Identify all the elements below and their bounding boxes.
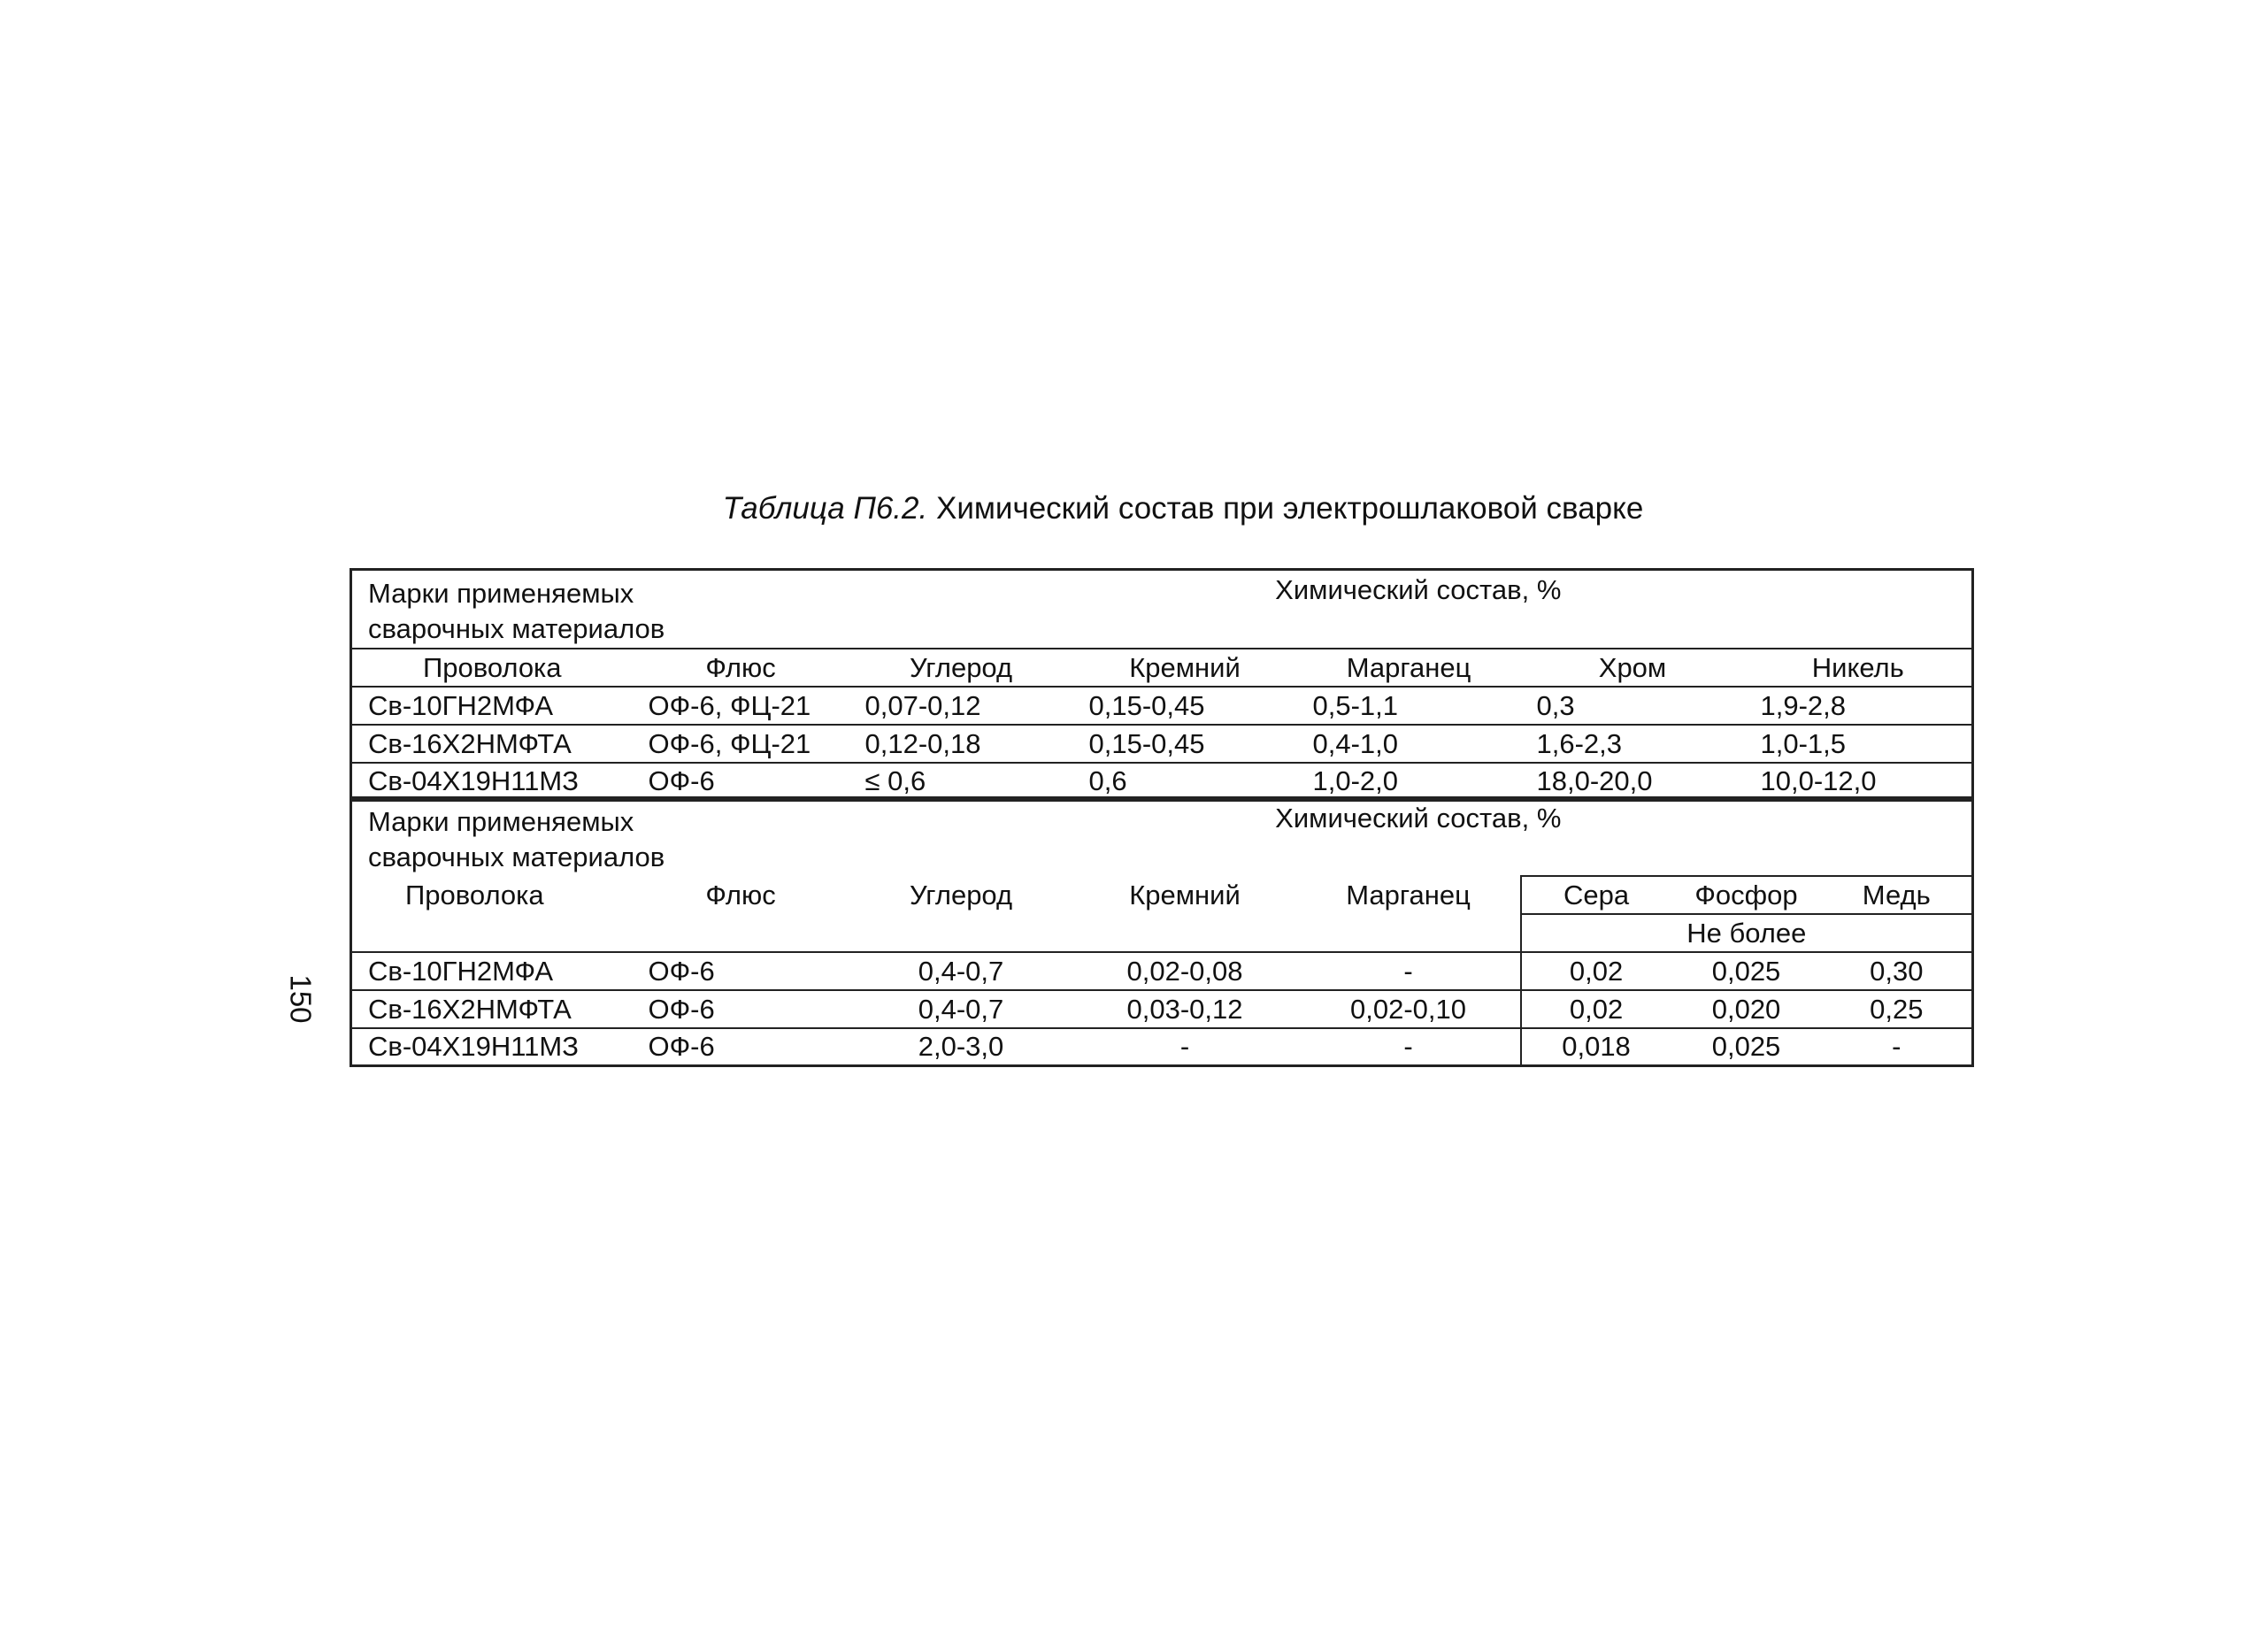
carbon-cell: 0,4-0,7 [849, 952, 1073, 990]
column-header-flux: Флюс [633, 649, 849, 687]
wire-cell: Св-16Х2НМФТА [351, 990, 633, 1028]
sulfur-cell: 0,018 [1521, 1028, 1671, 1066]
table-row [351, 952, 1973, 990]
chromium-cell: 1,6-2,3 [1521, 725, 1745, 763]
flux-cell: ОФ-6, ФЦ-21 [633, 725, 849, 763]
wire-cell: Св-16Х2НМФТА [351, 725, 633, 763]
manganese-cell: - [1403, 1031, 1413, 1063]
silicon-cell: 0,02-0,08 [1073, 952, 1297, 990]
column-header-manganese: Марганец [1297, 876, 1521, 952]
chromium-cell: 18,0-20,0 [1536, 765, 1653, 797]
carbon-cell: ≤ 0,6 [864, 765, 926, 797]
carbon-cell: 2,0-3,0 [918, 1031, 1004, 1063]
manganese-cell: - [1297, 952, 1521, 990]
caption-text: Химический состав при электрошлаковой сварке [935, 491, 1644, 526]
column-header-manganese: Марганец [1297, 649, 1521, 687]
column-header-carbon: Углерод [849, 649, 1073, 687]
wire-cell: Св-04Х19Н11МЗ [368, 765, 579, 797]
column-header-flux: Флюс [633, 876, 849, 952]
column-header-chromium: Хром [1521, 649, 1745, 687]
caption-label: Таблица П6.2. [722, 491, 928, 526]
flux-cell: ОФ-6 [633, 952, 849, 990]
materials-group-header: Марки применяемых сварочных материалов [368, 806, 665, 873]
wire-cell: Св-10ГН2МФА [351, 687, 633, 725]
silicon-cell: 0,15-0,45 [1073, 687, 1297, 725]
sulfur-cell: 0,02 [1521, 990, 1671, 1028]
table-caption [0, 491, 2251, 526]
copper-cell: 0,30 [1822, 952, 1973, 990]
copper-cell: 0,25 [1822, 990, 1973, 1028]
flux-cell: ОФ-6 [633, 990, 849, 1028]
column-header-wire: Проволока [351, 649, 633, 687]
silicon-cell: - [1179, 1031, 1190, 1063]
manganese-cell: 0,5-1,1 [1297, 687, 1521, 725]
materials-group-header: Марки применяемых сварочных материалов [351, 570, 849, 649]
composition-group-header: Химический состав, % [849, 570, 1973, 649]
manganese-cell: 1,0-2,0 [1312, 765, 1399, 797]
silicon-cell: 0,15-0,45 [1073, 725, 1297, 763]
carbon-cell: 0,4-0,7 [849, 990, 1073, 1028]
flux-cell: ОФ-6 [648, 1031, 715, 1063]
nickel-cell: 10,0-12,0 [1760, 765, 1877, 797]
silicon-cell: 0,03-0,12 [1073, 990, 1297, 1028]
table-row [351, 990, 1973, 1028]
sulfur-cell: 0,02 [1521, 952, 1671, 990]
chemical-composition-table-bottom [350, 796, 1974, 1067]
column-header-nickel: Никель [1745, 649, 1973, 687]
nickel-cell: 1,9-2,8 [1745, 687, 1973, 725]
chemical-composition-table-top [350, 568, 1974, 802]
manganese-cell: 0,02-0,10 [1297, 990, 1521, 1028]
flux-cell: ОФ-6, ФЦ-21 [633, 687, 849, 725]
chromium-cell: 0,3 [1521, 687, 1745, 725]
column-header-copper: Медь [1822, 876, 1973, 914]
not-more-than-subheader: Не более [1521, 914, 1973, 952]
manganese-cell: 0,4-1,0 [1297, 725, 1521, 763]
carbon-cell: 0,12-0,18 [849, 725, 1073, 763]
composition-group-header: Химический состав, % [1275, 803, 1562, 834]
wire-cell: Св-04Х19Н11МЗ [368, 1031, 579, 1063]
column-header-silicon: Кремний [1073, 876, 1297, 952]
phosphorus-cell: 0,025 [1671, 952, 1822, 990]
wire-cell: Св-10ГН2МФА [351, 952, 633, 990]
page-number: 150 [284, 974, 318, 1024]
column-header-carbon: Углерод [849, 876, 1073, 952]
column-header-phosphorus: Фосфор [1671, 876, 1822, 914]
phosphorus-cell: 0,025 [1711, 1031, 1781, 1063]
table-row [351, 1028, 1973, 1066]
table-row [351, 763, 1973, 801]
table-row [351, 725, 1973, 763]
phosphorus-cell: 0,020 [1671, 990, 1822, 1028]
carbon-cell: 0,07-0,12 [849, 687, 1073, 725]
nickel-cell: 1,0-1,5 [1745, 725, 1973, 763]
column-header-wire: Проволока [351, 876, 633, 952]
column-header-silicon: Кремний [1073, 649, 1297, 687]
table-row [351, 687, 1973, 725]
silicon-cell: 0,6 [1088, 765, 1127, 797]
flux-cell: ОФ-6 [648, 765, 715, 797]
column-header-sulfur: Сера [1521, 876, 1671, 914]
copper-cell: - [1892, 1031, 1901, 1063]
